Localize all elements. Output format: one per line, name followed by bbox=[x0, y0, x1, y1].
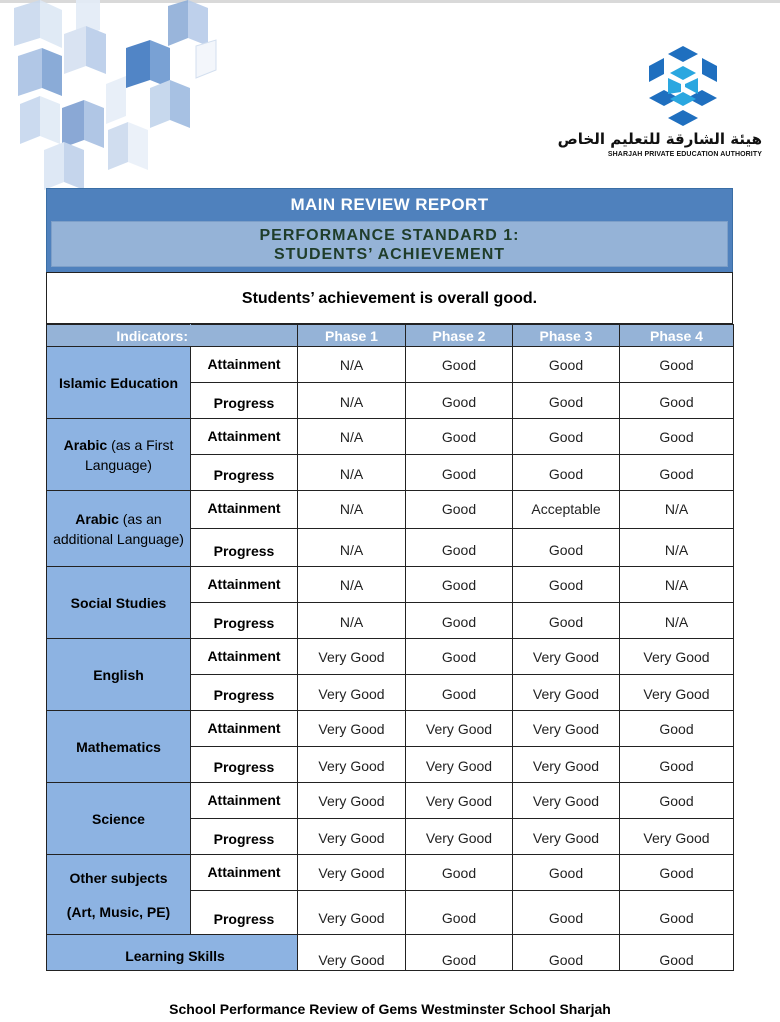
attainment-label: Attainment bbox=[191, 711, 298, 747]
rating-cell: Very Good bbox=[406, 747, 513, 783]
attainment-label: Attainment bbox=[191, 783, 298, 819]
subject-name: Science bbox=[92, 810, 145, 827]
learning-skills-row bbox=[47, 935, 734, 971]
subject-cell bbox=[47, 639, 191, 711]
rating-cell: N/A bbox=[298, 347, 406, 383]
rating-cell: Very Good bbox=[620, 819, 734, 855]
attainment-label: Attainment bbox=[191, 567, 298, 603]
rating-cell: Acceptable bbox=[513, 491, 620, 529]
rating-cell: Very Good bbox=[513, 639, 620, 675]
rating-cell: Very Good bbox=[620, 675, 734, 711]
rating-cell: Good bbox=[406, 347, 513, 383]
standard-line-1: PERFORMANCE STANDARD 1: bbox=[259, 227, 520, 244]
subject-cell bbox=[47, 783, 191, 855]
rating-cell: Good bbox=[406, 891, 513, 935]
progress-label: Progress bbox=[191, 819, 298, 855]
logo-emblem-icon bbox=[646, 46, 720, 126]
attainment-label: Attainment bbox=[191, 419, 298, 455]
subject-cell bbox=[47, 419, 191, 491]
rating-cell: Very Good bbox=[298, 675, 406, 711]
progress-label: Progress bbox=[191, 891, 298, 935]
rating-cell: Good bbox=[406, 529, 513, 567]
subject-cell bbox=[47, 711, 191, 783]
rating-cell: Very Good bbox=[406, 783, 513, 819]
rating-cell: Very Good bbox=[298, 819, 406, 855]
progress-label: Progress bbox=[191, 747, 298, 783]
rating-cell: Good bbox=[513, 455, 620, 491]
rating-cell: Very Good bbox=[298, 935, 406, 971]
rating-cell: Good bbox=[406, 675, 513, 711]
rating-cell: N/A bbox=[298, 529, 406, 567]
progress-label: Progress bbox=[191, 603, 298, 639]
progress-label: Progress bbox=[191, 455, 298, 491]
table-row bbox=[47, 419, 734, 455]
rating-cell: Very Good bbox=[298, 855, 406, 891]
table-row bbox=[47, 783, 734, 819]
review-report bbox=[46, 188, 733, 971]
progress-label: Progress bbox=[191, 675, 298, 711]
page-footer: School Performance Review of Gems Westminster School Sharjah bbox=[169, 1001, 611, 1017]
rating-cell: Good bbox=[620, 347, 734, 383]
rating-cell: Very Good bbox=[298, 783, 406, 819]
rating-cell: Good bbox=[406, 455, 513, 491]
rating-cell: N/A bbox=[298, 567, 406, 603]
rating-cell: Very Good bbox=[406, 819, 513, 855]
logo-arabic-name: هيئة الشارقة للتعليم الخاص bbox=[557, 130, 762, 148]
subject-name-line2: (Art, Music, PE) bbox=[66, 903, 171, 920]
rating-cell: Good bbox=[406, 935, 513, 971]
rating-cell: Good bbox=[620, 383, 734, 419]
subject-cell bbox=[47, 347, 191, 419]
rating-cell: Good bbox=[513, 891, 620, 935]
attainment-label: Attainment bbox=[191, 347, 298, 383]
rating-cell: Good bbox=[513, 529, 620, 567]
rating-cell: Good bbox=[620, 935, 734, 971]
rating-cell: Good bbox=[620, 783, 734, 819]
rating-cell: Good bbox=[513, 603, 620, 639]
rating-cell: Very Good bbox=[513, 819, 620, 855]
rating-cell: Very Good bbox=[513, 783, 620, 819]
rating-cell: Good bbox=[406, 419, 513, 455]
table-row bbox=[47, 639, 734, 675]
rating-cell: Good bbox=[406, 855, 513, 891]
rating-cell: Good bbox=[620, 711, 734, 747]
subject-qualifier: (as an additional Language) bbox=[53, 510, 184, 547]
rating-cell: N/A bbox=[620, 529, 734, 567]
rating-cell: Good bbox=[513, 383, 620, 419]
table-row bbox=[47, 855, 734, 891]
phase-header: Phase 1 bbox=[298, 325, 406, 347]
rating-cell: Very Good bbox=[298, 747, 406, 783]
rating-cell: Good bbox=[406, 383, 513, 419]
progress-label: Progress bbox=[191, 383, 298, 419]
report-banner bbox=[46, 188, 733, 272]
indicators-header: Indicators: bbox=[47, 325, 191, 347]
rating-cell: Good bbox=[620, 419, 734, 455]
decorative-cubes-graphic bbox=[0, 0, 240, 190]
table-row bbox=[47, 491, 734, 529]
rating-cell: N/A bbox=[298, 491, 406, 529]
subject-name: Mathematics bbox=[76, 738, 161, 755]
attainment-label: Attainment bbox=[191, 855, 298, 891]
subject-name: Other subjects bbox=[69, 869, 168, 886]
header-row bbox=[47, 325, 734, 347]
rating-cell: Good bbox=[513, 855, 620, 891]
standard-line-2: STUDENTS’ ACHIEVEMENT bbox=[273, 246, 506, 263]
rating-cell: Good bbox=[620, 855, 734, 891]
rating-cell: Good bbox=[513, 347, 620, 383]
phase-header: Phase 3 bbox=[513, 325, 620, 347]
achievement-table bbox=[46, 324, 734, 971]
logo-english-name: SHARJAH PRIVATE EDUCATION AUTHORITY bbox=[607, 151, 762, 158]
table-row bbox=[47, 347, 734, 383]
rating-cell: N/A bbox=[620, 603, 734, 639]
rating-cell: Good bbox=[513, 419, 620, 455]
rating-cell: Good bbox=[513, 935, 620, 971]
rating-cell: N/A bbox=[298, 383, 406, 419]
rating-cell: Good bbox=[513, 567, 620, 603]
rating-cell: N/A bbox=[298, 419, 406, 455]
subject-name: Social Studies bbox=[70, 594, 167, 611]
report-title: MAIN REVIEW REPORT bbox=[290, 195, 489, 214]
progress-label: Progress bbox=[191, 529, 298, 567]
subject-name: Islamic Education bbox=[58, 374, 179, 391]
learning-skills-label: Learning Skills bbox=[47, 935, 298, 971]
spea-logo bbox=[557, 46, 768, 166]
attainment-label: Attainment bbox=[191, 491, 298, 529]
rating-cell: N/A bbox=[620, 567, 734, 603]
rating-cell: Very Good bbox=[298, 711, 406, 747]
rating-cell: Very Good bbox=[298, 639, 406, 675]
phase-header: Phase 2 bbox=[406, 325, 513, 347]
subject-qualifier: (as a First Language) bbox=[85, 436, 174, 473]
subject-cell bbox=[47, 855, 191, 935]
rating-cell: Very Good bbox=[620, 639, 734, 675]
overall-judgement: Students’ achievement is overall good. bbox=[46, 272, 733, 324]
rating-cell: Good bbox=[406, 567, 513, 603]
rating-cell: Very Good bbox=[513, 711, 620, 747]
rating-cell: Good bbox=[406, 491, 513, 529]
subject-name: English bbox=[93, 666, 144, 683]
rating-cell: Very Good bbox=[406, 711, 513, 747]
subject-cell bbox=[47, 491, 191, 567]
rating-cell: Good bbox=[406, 639, 513, 675]
rating-cell: N/A bbox=[298, 603, 406, 639]
subject-name: Arabic bbox=[75, 510, 119, 527]
rating-cell: N/A bbox=[298, 455, 406, 491]
attainment-label: Attainment bbox=[191, 639, 298, 675]
rating-cell: Very Good bbox=[298, 891, 406, 935]
table-row bbox=[47, 711, 734, 747]
rating-cell: Good bbox=[406, 603, 513, 639]
rating-cell: Good bbox=[620, 747, 734, 783]
standard-heading bbox=[51, 221, 728, 267]
rating-cell: Very Good bbox=[513, 747, 620, 783]
rating-cell: N/A bbox=[620, 491, 734, 529]
subject-name: Arabic bbox=[63, 436, 108, 453]
rating-cell: Good bbox=[620, 455, 734, 491]
phase-header: Phase 4 bbox=[620, 325, 734, 347]
table-row bbox=[47, 567, 734, 603]
rating-cell: Good bbox=[620, 891, 734, 935]
subject-cell bbox=[47, 567, 191, 639]
rating-cell: Very Good bbox=[513, 675, 620, 711]
